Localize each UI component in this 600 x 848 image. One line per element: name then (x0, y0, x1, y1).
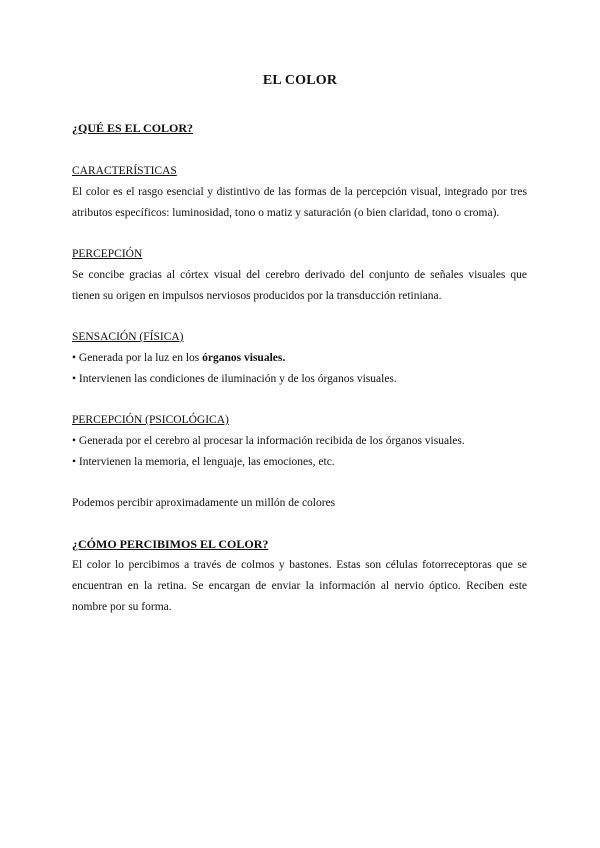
section-heading-como: ¿CÓMO PERCIBIMOS EL COLOR? (72, 537, 269, 551)
bullet-bold-text: órganos visuales. (202, 352, 286, 364)
subheading-percepcion: PERCEPCIÓN (72, 248, 143, 260)
spacer (72, 224, 527, 244)
bullet-psicologica-1: • Generada por el cerebro al procesar la información recibida de los órganos visuales. (72, 435, 465, 447)
bullet-sensacion-1 (72, 348, 527, 369)
section-heading-que-es: ¿QUÉ ES EL COLOR? (72, 121, 194, 135)
bullet-psicologica-2: • Intervienen la memoria, el lenguaje, las emociones, etc. (72, 456, 335, 468)
bullet-text: • Generada por la luz en los (72, 352, 203, 364)
document-title: EL COLOR (262, 73, 338, 88)
bullet-sensacion-2: • Intervienen las condiciones de iluminación y de los órganos visuales. (72, 373, 397, 385)
subheading-sensacion: SENSACIÓN (FÍSICA) (72, 331, 184, 343)
paragraph-como: El color lo percibimos a través de colmos y bastones. Estas son células fotorreceptoras que se encuentran en la retina. Se encargan de enviar la información al nervio óptico. Reciben este nombre por su forma. (72, 559, 527, 613)
subheading-percepcion-psicologica: PERCEPCIÓN (PSICOLÓGICA) (72, 414, 229, 426)
paragraph-percepcion: Se concibe gracias al córtex visual del cerebro derivado del conjunto de señales visuales que tienen su origen en impulsos nerviosos producidos por la transducción retiniana. (72, 269, 527, 302)
paragraph-caracteristicas: El color es el rasgo esencial y distintivo de las formas de la percepción visual, integrado por tres atributos específicos: luminosidad, tono o matiz y saturación (o bien claridad, tono o croma). (72, 186, 527, 219)
spacer (72, 514, 527, 534)
document-body (72, 118, 527, 618)
spacer (72, 473, 527, 493)
subheading-caracteristicas: CARACTERÍSTICAS (72, 165, 177, 177)
spacer (72, 139, 527, 161)
spacer (72, 307, 527, 327)
closing-statement: Podemos percibir aproximadamente un millón de colores (72, 497, 336, 509)
spacer (72, 390, 527, 410)
